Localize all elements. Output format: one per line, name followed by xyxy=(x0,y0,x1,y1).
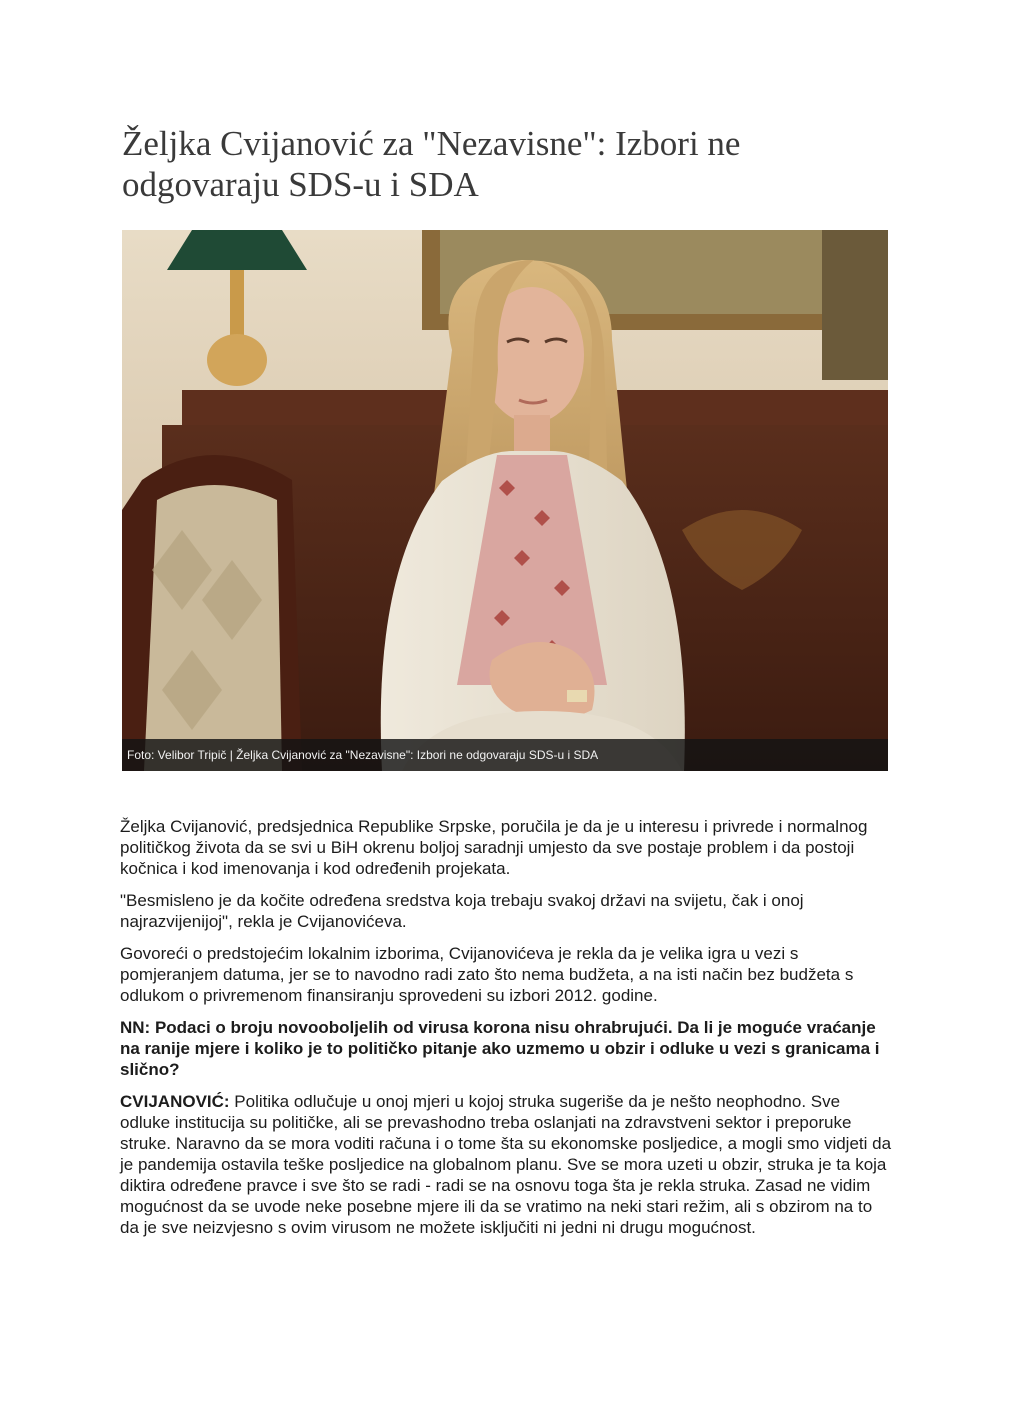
article-body xyxy=(120,816,892,1249)
article-paragraph: Željka Cvijanović, predsjednica Republike Srpske, poručila je da je u interesu i privrede i normalnog političkog života da se svi u BiH okrenu boljoj saradnji umjesto da sve postaje problem i da postoji kočnica i kod imenovanja i kod određenih projekata. xyxy=(120,817,868,878)
answer-text: Politika odlučuje u onoj mjeri u kojoj struka sugeriše da je nešto neophodno. Sve odluke institucija su političke, ali se prevashodno treba oslanjati na zdravstveni sektor i preporuke struke. Naravno da se mora voditi računa i o tome šta su ekonomske posljedice, a mogli smo vidjeti da je pandemija ostavila teške posljedice na globalnom planu. Sve se mora uzeti u obzir, struka je ta koja diktira određene pravce i sve što se radi - radi se na osnovu toga šta je rekla struka. Zasad ne vidim mogućnost da se uvode neke posebne mjere ili da se vratimo na neki stari režim, ali s obzirom na to da je sve neizvjesno s ovim virusom ne možete isključiti ni jedni ni drugu mogućnost. xyxy=(120,1092,892,1237)
photo-caption: Foto: Velibor Tripič | Željka Cvijanović za "Nezavisne": Izbori ne odgovaraju SDS-u i SDA xyxy=(127,748,599,762)
interview-answer xyxy=(120,1091,892,1238)
article-paragraph: "Besmisleno je da kočite određena sredstva koja trebaju svakoj državi na svijetu, čak i onoj najrazvijenijoj", rekla je Cvijanovićeva. xyxy=(120,891,804,931)
interview-question: NN: Podaci o broju novooboljelih od virusa korona nisu ohrabrujući. Da li je moguće vraćanje na ranije mjere i koliko je to političko pitanje ako uzmemo u obzir i odluke u vezi s granicama i slično? xyxy=(120,1018,880,1079)
article-headline: Željka Cvijanović za "Nezavisne": Izbori ne odgovaraju SDS-u i SDA xyxy=(122,124,741,204)
article-paragraph: Govoreći o predstojećim lokalnim izborima, Cvijanovićeva je rekla da je velika igra u vezi s pomjeranjem datuma, jer se to navodno radi zato što nema budžeta, a na isti način bez budžeta s odlukom o privremenom finansiranju sprovedeni su izbori 2012. godine. xyxy=(120,944,854,1005)
answer-speaker: CVIJANOVIĆ: xyxy=(120,1092,230,1111)
photo-caption-bar xyxy=(122,739,888,771)
article-photo xyxy=(122,230,888,771)
interview-photo-illustration xyxy=(122,230,888,771)
